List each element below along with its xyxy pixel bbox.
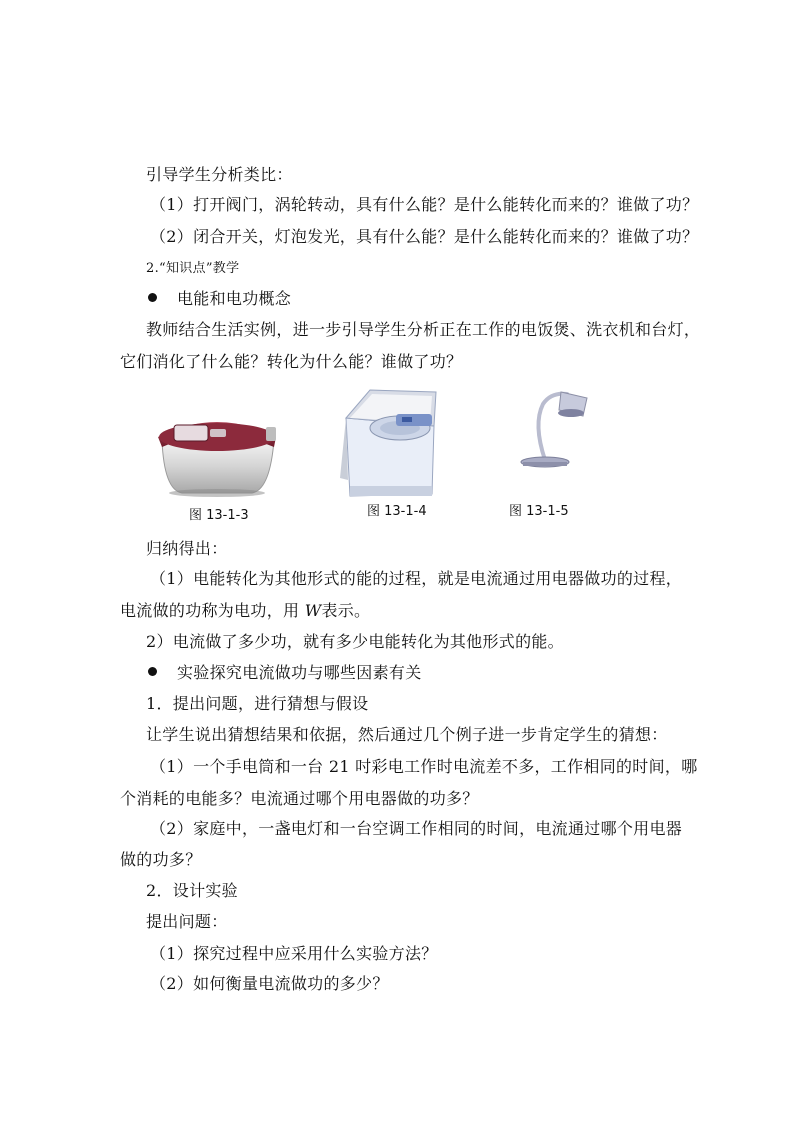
bullet-icon bbox=[148, 667, 157, 676]
figure-caption-desk-lamp: 图 13-1-5 bbox=[509, 504, 569, 519]
summary-point-1-line-2 bbox=[120, 601, 370, 621]
experiment-step-2: 2．设计实验 bbox=[146, 881, 238, 900]
example-2-line-1: （2）家庭中，一盏电灯和一台空调工作相同的时间，电流通过哪个用电器 bbox=[150, 819, 683, 838]
bullet-icon bbox=[148, 293, 157, 302]
section-2-title: 2.“知识点”教学 bbox=[146, 261, 240, 276]
questions-intro: 提出问题： bbox=[146, 912, 228, 931]
work-symbol: W bbox=[304, 601, 322, 620]
concept-heading-text: 电能和电功概念 bbox=[177, 289, 292, 308]
washing-machine-icon bbox=[340, 388, 440, 498]
experiment-step-1-description: 让学生说出猜想结果和依据，然后通过几个例子进一步肯定学生的猜想： bbox=[146, 725, 668, 744]
rice-cooker-icon bbox=[152, 405, 282, 500]
figure-caption-rice-cooker: 图 13-1-3 bbox=[189, 508, 249, 523]
concept-paragraph-line-2: 它们消化了什么能？转化为什么能？谁做了功？ bbox=[120, 352, 463, 371]
desk-lamp-icon bbox=[515, 384, 595, 470]
analogy-question-1: （1）打开阀门，涡轮转动，具有什么能？是什么能转化而来的？谁做了功？ bbox=[150, 195, 699, 214]
analogy-question-2: （2）闭合开关，灯泡发光，具有什么能？是什么能转化而来的？谁做了功？ bbox=[150, 227, 699, 246]
summary-intro: 归纳得出： bbox=[146, 539, 228, 558]
guide-text: 引导学生分析类比： bbox=[146, 165, 293, 184]
experiment-step-1: 1．提出问题，进行猜想与假设 bbox=[146, 694, 369, 713]
concept-heading bbox=[148, 289, 291, 309]
design-question-1: （1）探究过程中应采用什么实验方法？ bbox=[150, 944, 438, 963]
design-question-2: （2）如何衡量电流做功的多少？ bbox=[150, 974, 389, 993]
example-2-line-2: 做的功多？ bbox=[120, 850, 202, 869]
concept-paragraph-line-1: 教师结合生活实例，进一步引导学生分析正在工作的电饭煲、洗衣机和台灯， bbox=[146, 320, 701, 339]
summary-point-2: 2）电流做了多少功，就有多少电能转化为其他形式的能。 bbox=[146, 632, 564, 651]
experiment-heading bbox=[148, 663, 422, 683]
example-1-line-2: 个消耗的电能多？电流通过哪个用电器做的功多？ bbox=[120, 789, 479, 808]
example-1-line-1: （1）一个手电筒和一台 21 吋彩电工作时电流差不多，工作相同的时间，哪 bbox=[150, 757, 698, 776]
figure-caption-washing-machine: 图 13-1-4 bbox=[367, 504, 427, 519]
experiment-heading-text: 实验探究电流做功与哪些因素有关 bbox=[177, 663, 422, 682]
summary-point-1-text-b: 表示。 bbox=[321, 601, 371, 620]
summary-point-1-line-1: （1）电能转化为其他形式的能的过程，就是电流通过用电器做功的过程， bbox=[150, 569, 683, 588]
summary-point-1-text-a: 电流做的功称为电功，用 bbox=[120, 601, 305, 620]
